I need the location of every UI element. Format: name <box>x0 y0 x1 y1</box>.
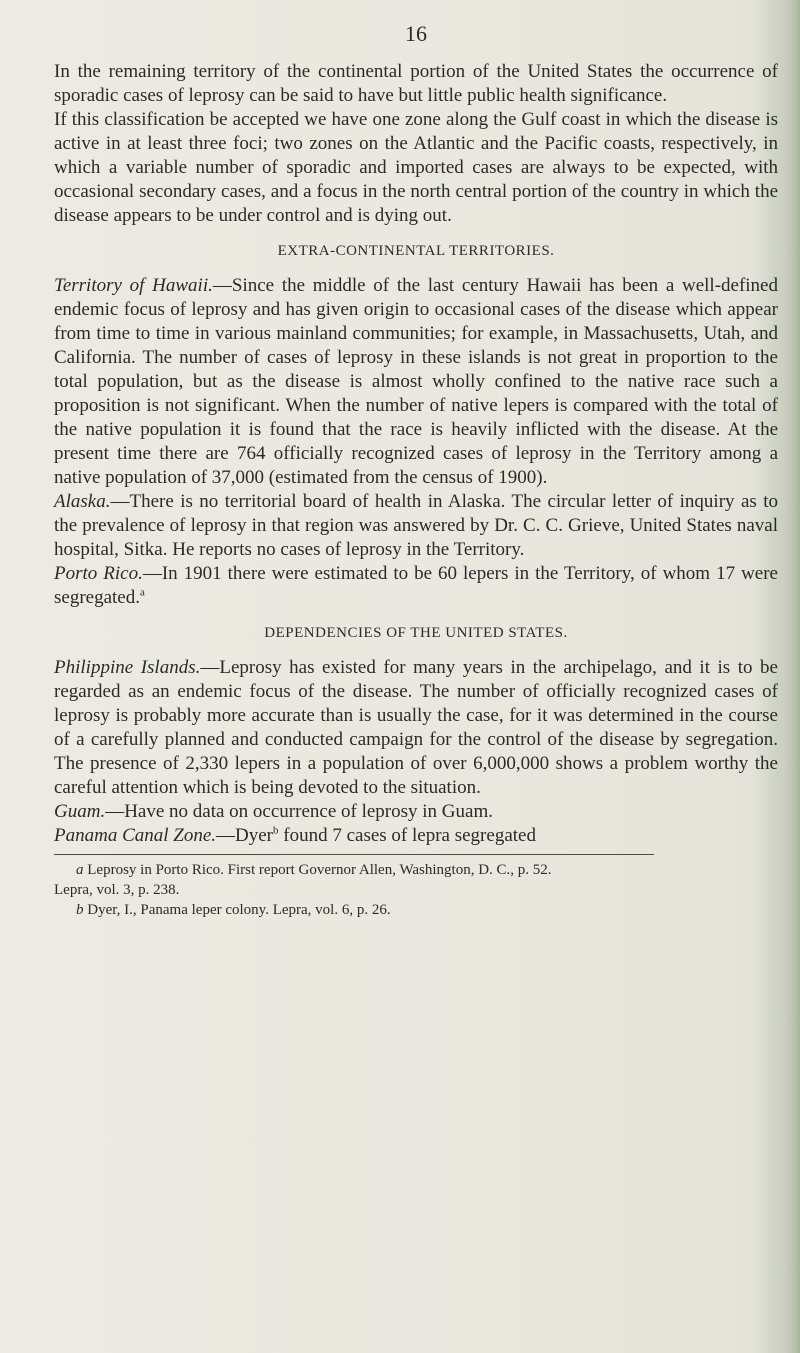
paragraph-philippine <box>54 656 778 800</box>
subheading-panama: Panama Canal Zone. <box>54 825 217 846</box>
heading-extra-continental: EXTRA-CONTINENTAL TERRITORIES. <box>277 243 555 259</box>
hawaii-text: —Since the middle of the last century Hawaii has been a well-defined endemic focus of leprosy and has given origin to occasional cases of the disease which appear from time to time in various mainland communities; for example, in Massachusetts, Utah, and California. The number of cases of leprosy in these islands is not great in proportion to the total population, but as the disease is almost wholly confined to the native race such a proposition is not significant. When the number of native lepers is compared with the total of the native population it is found that the race is heavily inflicted with the disease. At the present time there are 764 officially recognized cases of leprosy in the Territory among a native population of 37,000 (estimated from the census of 1900). <box>54 275 778 488</box>
footnote-ref-b: b <box>273 824 279 837</box>
subheading-porto-rico: Porto Rico. <box>54 563 143 584</box>
subheading-guam: Guam. <box>54 801 106 822</box>
guam-text: —Have no data on occurrence of leprosy in Guam. <box>105 801 493 822</box>
paragraph-continental-remaining: In the remaining territory of the continental portion of the United States the occurrence of sporadic cases of leprosy can be said to have but little public health significance. <box>54 61 778 106</box>
subheading-alaska: Alaska. <box>54 491 111 512</box>
alaska-text: —There is no territorial board of health in Alaska. The circular letter of inquiry as to the prevalence of leprosy in that region was answered by Dr. C. C. Grieve, United States naval hospital, Sitka. He reports no cases of leprosy in the Territory. <box>54 491 778 560</box>
porto-rico-text: —In 1901 there were estimated to be 60 lepers in the Territory, of whom 17 were segregated. <box>54 563 778 608</box>
paragraph-alaska <box>54 490 778 562</box>
philippine-text: —Leprosy has existed for many years in the archipelago, and it is to be regarded as an endemic focus of the disease. The number of officially recognized cases of leprosy is probably more accurate than is usually the case, for it was determined in the course of a carefully planned and conducted campaign for the control of the disease by segregation. The presence of 2,330 lepers in a population of over 6,000,000 shows a problem worthy the careful attention which is being devoted to the situation. <box>54 657 778 798</box>
paragraph-guam <box>54 800 778 824</box>
panama-text-before: —Dyer <box>216 825 274 846</box>
footnote-a-text: Leprosy in Porto Rico. First report Governor Allen, Washington, D. C., p. 52. <box>83 862 552 878</box>
paragraph-hawaii <box>54 274 778 490</box>
page-number: 16 <box>405 21 427 46</box>
page-edge-shadow <box>786 0 800 1353</box>
footnote-a-cont-text: Lepra, vol. 3, p. 238. <box>54 882 180 898</box>
footnote-a <box>54 860 778 880</box>
footnote-b-text: Dyer, I., Panama leper colony. Lepra, vol. 6, p. 26. <box>83 902 391 918</box>
footnote-mark-a: a <box>76 862 84 878</box>
subheading-hawaii: Territory of Hawaii. <box>54 275 213 296</box>
document-body <box>54 18 778 920</box>
paragraph-panama <box>54 824 778 848</box>
heading-dependencies: DEPENDENCIES OF THE UNITED STATES. <box>264 625 568 641</box>
footnote-divider <box>54 854 654 855</box>
footnote-b <box>54 900 778 920</box>
footnote-mark-b: b <box>76 902 84 918</box>
footnote-a-continued <box>54 880 778 900</box>
panama-text-after: found 7 cases of lepra segregated <box>278 825 536 846</box>
paragraph-porto-rico <box>54 562 778 610</box>
paragraph-classification: If this classification be accepted we have one zone along the Gulf coast in which the disease is active in at least three foci; two zones on the Atlantic and the Pacific coasts, respectively, in which a variable number of sporadic and imported cases are always to be expected, with occasional secondary cases, and a focus in the north central portion of the country in which the disease appears to be under control and is dying out. <box>54 109 778 226</box>
footnote-ref-a: a <box>139 586 145 599</box>
subheading-philippine: Philippine Islands. <box>54 657 201 678</box>
